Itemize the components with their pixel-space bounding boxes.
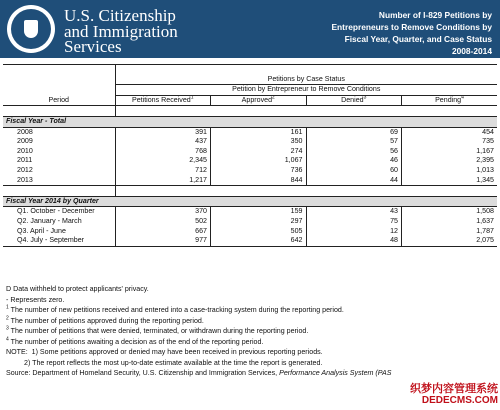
received-cell: 712	[115, 166, 211, 176]
received-cell: 370	[115, 207, 211, 217]
agency-line: Services	[64, 37, 122, 56]
column-header-row	[3, 95, 497, 106]
table-row	[3, 156, 497, 166]
agency-line: U.S. Citizenship	[64, 6, 176, 25]
pending-cell: 2,075	[402, 236, 498, 246]
sub-header-row	[3, 85, 497, 96]
source-line: Source: Department of Homeland Security, U.S. Citizenship and Immigration Services, Performance Analysis System (PAS	[6, 369, 392, 377]
approved-cell: 505	[211, 227, 307, 237]
blank-header-row	[3, 65, 497, 75]
denied-cell: 46	[306, 156, 402, 166]
footnote: $^2$ The number of petitions approved during the reporting period.	[6, 315, 204, 325]
seal-ring	[11, 9, 51, 49]
approved-cell: 161	[211, 127, 307, 137]
section-title: Fiscal Year 2014 by Quarter	[3, 196, 497, 207]
table-row	[3, 147, 497, 157]
denied-cell: 69	[306, 127, 402, 137]
agency-line: and Immigration	[64, 21, 178, 41]
table-row	[3, 227, 497, 237]
denied-cell: 43	[306, 207, 402, 217]
period-cell: Q3. April - June	[17, 226, 66, 235]
spacer-row	[3, 186, 497, 197]
received-cell: 391	[115, 127, 211, 137]
petitions-table	[3, 64, 497, 247]
section-header-row	[3, 196, 497, 207]
report-title-line: Entrepreneurs to Remove Conditions by	[331, 22, 492, 32]
denied-cell: 44	[306, 176, 402, 186]
report-title-line: Fiscal Year, Quarter, and Case Status	[344, 34, 492, 44]
footnote: $^4$ The number of petitions awaiting a decision as of the end of the reporting period.	[6, 336, 264, 346]
denied-cell: 60	[306, 166, 402, 176]
watermark-line: 织梦内容管理系统	[410, 383, 498, 395]
received-cell: 437	[115, 137, 211, 147]
denied-cell: 75	[306, 217, 402, 227]
dhs-seal-icon	[7, 5, 55, 53]
approved-cell: 844	[211, 176, 307, 186]
table-row	[3, 217, 497, 227]
received-cell: 977	[115, 236, 211, 246]
approved-cell: 274	[211, 147, 307, 157]
agency-name	[64, 8, 178, 55]
period-cell: Q1. October - December	[17, 207, 95, 216]
denied-cell: 48	[306, 236, 402, 246]
eagle-shield-icon	[24, 20, 38, 38]
page-header	[0, 0, 500, 58]
period-header: Period	[3, 95, 115, 106]
period-cell: Q4. July - September	[3, 236, 115, 246]
period-cell: Q2. January - March	[17, 216, 82, 225]
table-row	[3, 176, 497, 186]
sub-header: Petition by Entrepreneur to Remove Conditions	[115, 85, 497, 96]
pending-cell: 735	[402, 137, 498, 147]
pending-cell: 1,508	[402, 207, 498, 217]
table-row	[3, 166, 497, 176]
report-title-line: 2008-2014	[451, 46, 492, 56]
received-cell: 1,217	[115, 176, 211, 186]
note-2: 2) The report reflects the most up-to-date estimate available at the time the report is generated.	[24, 358, 323, 367]
group-header: Petitions by Case Status	[115, 75, 497, 85]
table-row	[3, 207, 497, 217]
pending-cell: 1,167	[402, 147, 498, 157]
withheld-note: D Data withheld to protect applicants' privacy.	[6, 285, 149, 293]
period-cell: 2008	[17, 127, 33, 136]
report-title	[317, 9, 492, 57]
zero-note: - Represents zero.	[6, 295, 65, 304]
received-cell: 502	[115, 217, 211, 227]
denied-cell: 57	[306, 137, 402, 147]
pending-cell: 2,395	[402, 156, 498, 166]
received-cell: 768	[115, 147, 211, 157]
spacer-row	[3, 106, 497, 117]
report-title-line: Number of I-829 Petitions by	[378, 10, 492, 20]
approved-cell: 1,067	[211, 156, 307, 166]
approved-cell: 159	[211, 207, 307, 217]
table-row	[3, 127, 497, 137]
footnotes	[6, 284, 496, 379]
group-header-row	[3, 75, 497, 85]
column-header: Denied$^3$	[306, 95, 402, 106]
received-cell: 2,345	[115, 156, 211, 166]
footnote: $^3$ The number of petitions that were denied, terminated, or withdrawn during the reporting period.	[6, 325, 309, 335]
denied-cell: 56	[306, 147, 402, 157]
column-header: Approved$^2$	[211, 95, 307, 106]
denied-cell: 12	[306, 227, 402, 237]
column-header: Petitions Received$^1$	[115, 95, 211, 106]
watermark	[410, 383, 498, 407]
section-header-row	[3, 116, 497, 127]
period-cell: 2011	[17, 156, 33, 165]
table-row	[3, 137, 497, 147]
note-1: NOTE: 1) Some petitions approved or denied may have been received in previous reporting periods.	[6, 348, 323, 356]
footnote: $^1$ The number of new petitions received and entered into a case-tracking system during the reporting period.	[6, 304, 344, 314]
petitions-table-container	[3, 64, 497, 247]
period-cell: 2012	[17, 165, 33, 174]
pending-cell: 454	[402, 127, 498, 137]
approved-cell: 297	[211, 217, 307, 227]
pending-cell: 1,637	[402, 217, 498, 227]
column-header: Pending$^4$	[402, 95, 498, 106]
approved-cell: 736	[211, 166, 307, 176]
section-title: Fiscal Year - Total	[3, 116, 497, 127]
pending-cell: 1,345	[402, 176, 498, 186]
period-cell: 2009	[17, 137, 33, 146]
pending-cell: 1,787	[402, 227, 498, 237]
period-cell: 2010	[17, 146, 33, 155]
pending-cell: 1,013	[402, 166, 498, 176]
received-cell: 667	[115, 227, 211, 237]
approved-cell: 642	[211, 236, 307, 246]
approved-cell: 350	[211, 137, 307, 147]
period-cell: 2013	[3, 176, 115, 186]
table-row	[3, 236, 497, 246]
watermark-line: DEDECMS.COM	[421, 395, 498, 406]
